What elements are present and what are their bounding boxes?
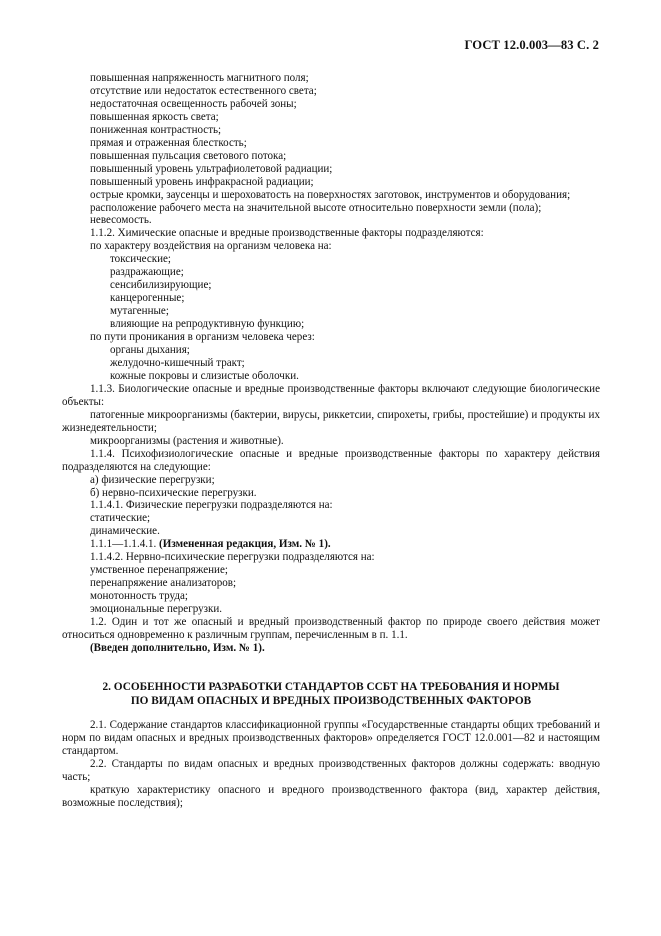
paragraph-line (62, 344, 600, 357)
section-title-line-1: 2. ОСОБЕННОСТИ РАЗРАБОТКИ СТАНДАРТОВ ССБТ НА ТРЕБОВАНИЯ И НОРМЫ (102, 681, 560, 693)
paragraph-line (62, 474, 600, 487)
page-header: ГОСТ 12.0.003—83 С. 2 (464, 38, 599, 52)
paragraph-text: по пути проникания в организм человека через: (90, 331, 315, 344)
paragraph-line (62, 202, 600, 215)
paragraph-line (62, 253, 600, 266)
paragraph-text: монотонность труда; (90, 590, 188, 603)
paragraph-text: 2.1. Содержание стандартов классификационной группы «Государственные стандарты общих требований и норм по видам опасных и вредных производственных факторов» определяется ГОСТ 12.0.001—82 и настоящим стандартом. (62, 719, 600, 757)
paragraph-line (62, 214, 600, 227)
paragraph-text: невесомость. (90, 214, 152, 227)
paragraph-line (62, 499, 600, 512)
paragraph-text: 1.1.2. Химические опасные и вредные производственные факторы подразделяются: (90, 227, 484, 240)
paragraph-text: прямая и отраженная блесткость; (90, 136, 247, 149)
paragraph-line (62, 551, 600, 564)
paragraph-text: пониженная контрастность; (90, 123, 222, 136)
paragraph-line (62, 98, 600, 111)
paragraph-text: сенсибилизирующие; (110, 279, 212, 292)
paragraph-line (62, 150, 600, 163)
paragraph-line (62, 111, 600, 124)
paragraph-line (62, 448, 600, 474)
paragraph-text: статические; (90, 512, 151, 525)
amendment-note: (Измененная редакция, Изм. № 1). (159, 538, 331, 551)
paragraph-line (62, 564, 600, 577)
paragraph-line (62, 189, 600, 202)
paragraph-line (62, 227, 600, 240)
paragraph-line (62, 176, 600, 189)
paragraph-line (62, 292, 600, 305)
paragraph-text: влияющие на репродуктивную функцию; (110, 318, 305, 331)
paragraph-text: органы дыхания; (110, 344, 190, 357)
paragraph-line (62, 137, 600, 150)
paragraph-line (62, 487, 600, 500)
paragraph-line (62, 512, 600, 525)
paragraph-text: 1.1.3. Биологические опасные и вредные производственные факторы включают следующие биологические объекты: (62, 382, 600, 408)
paragraph-line (62, 305, 600, 318)
paragraph-line (62, 266, 600, 279)
paragraph-text: повышенный уровень инфракрасной радиации; (90, 175, 314, 188)
paragraph-text: а) физические перегрузки; (90, 473, 215, 486)
paragraph-text: желудочно-кишечный тракт; (110, 356, 245, 369)
paragraph-line (62, 85, 600, 98)
paragraph-line (62, 784, 600, 810)
paragraph-text: краткую характеристику опасного и вредного производственного фактора (вид, характер действия, возможные последствия); (62, 783, 600, 809)
paragraph-text: патогенные микроорганизмы (бактерии, вирусы, риккетсии, спирохеты, грибы, простейшие) и продукты их жизнедеятельности; (62, 408, 600, 434)
paragraph-line (62, 331, 600, 344)
paragraph-text: 1.1.4. Психофизиологические опасные и вредные производственные факторы по характеру действия подразделяются на следующие: (62, 447, 600, 473)
paragraph-line (62, 590, 600, 603)
paragraph-text: 1.1.4.2. Нервно-психические перегрузки подразделяются на: (90, 551, 375, 564)
paragraph-text: токсические; (110, 253, 172, 266)
section-2-title (62, 681, 600, 708)
paragraph-text: перенапряжение анализаторов; (90, 577, 237, 590)
paragraph-text: 1.2. Один и тот же опасный и вредный производственный фактор по природе своего действия может относиться одновременно к различным группам, перечисленным в п. 1.1. (62, 616, 600, 641)
paragraph-text: повышенная напряженность магнитного поля; (90, 72, 309, 84)
paragraph-line (62, 642, 600, 655)
paragraph-text: недостаточная освещенность рабочей зоны; (90, 97, 297, 110)
paragraph-text: умственное перенапряжение; (90, 564, 228, 577)
paragraph-line (62, 409, 600, 435)
paragraph-line (62, 279, 600, 292)
section-title-line-2: ПО ВИДАМ ОПАСНЫХ И ВРЕДНЫХ ПРОИЗВОДСТВЕННЫХ ФАКТОРОВ (130, 694, 532, 707)
paragraph-text: (Введен дополнительно, Изм. № 1). (90, 641, 265, 654)
paragraph-line (62, 383, 600, 409)
paragraph-line (62, 370, 600, 383)
paragraph-line (62, 758, 600, 784)
paragraph-text: кожные покровы и слизистые оболочки. (110, 369, 299, 382)
paragraph-line (62, 124, 600, 137)
paragraph-text: 1.1.1—1.1.4.1. (90, 538, 157, 551)
paragraph-line (62, 603, 600, 616)
paragraph-line (62, 318, 600, 331)
paragraph-line (62, 435, 600, 448)
paragraph-text: динамические. (90, 525, 160, 538)
paragraph-text: эмоциональные перегрузки. (90, 603, 223, 616)
body-text (62, 72, 600, 655)
paragraph-line (62, 72, 600, 85)
paragraph-text: 2.2. Стандарты по видам опасных и вредных производственных факторов должны содержать: вводную часть; (62, 757, 600, 783)
paragraph-line (62, 538, 600, 551)
paragraph-text: канцерогенные; (110, 292, 185, 305)
paragraph-text: отсутствие или недостаток естественного света; (90, 84, 317, 97)
paragraph-line (62, 719, 600, 758)
paragraph-text: острые кромки, заусенцы и шероховатость на поверхностях заготовок, инструментов и оборудования; (90, 188, 571, 201)
paragraph-text: по характеру воздействия на организм человека на: (90, 240, 332, 253)
paragraph-text: расположение рабочего места на значительной высоте относительно поверхности земли (пола); (90, 201, 542, 214)
paragraph-line (62, 240, 600, 253)
paragraph-line (62, 163, 600, 176)
paragraph-line (62, 525, 600, 538)
paragraph-line (62, 616, 600, 642)
paragraph-text: повышенная пульсация светового потока; (90, 149, 287, 162)
paragraph-text: микроорганизмы (растения и животные). (90, 434, 284, 447)
paragraph-text: мутагенные; (110, 305, 169, 318)
paragraph-text: 1.1.4.1. Физические перегрузки подразделяются на: (90, 499, 333, 512)
paragraph-text: б) нервно-психические перегрузки. (90, 486, 257, 499)
section-2-body (62, 719, 600, 810)
paragraph-text: повышенная яркость света; (90, 110, 219, 123)
paragraph-text: раздражающие; (110, 266, 184, 279)
paragraph-line (62, 357, 600, 370)
paragraph-line (62, 577, 600, 590)
paragraph-text: повышенный уровень ультрафиолетовой радиации; (90, 162, 333, 175)
